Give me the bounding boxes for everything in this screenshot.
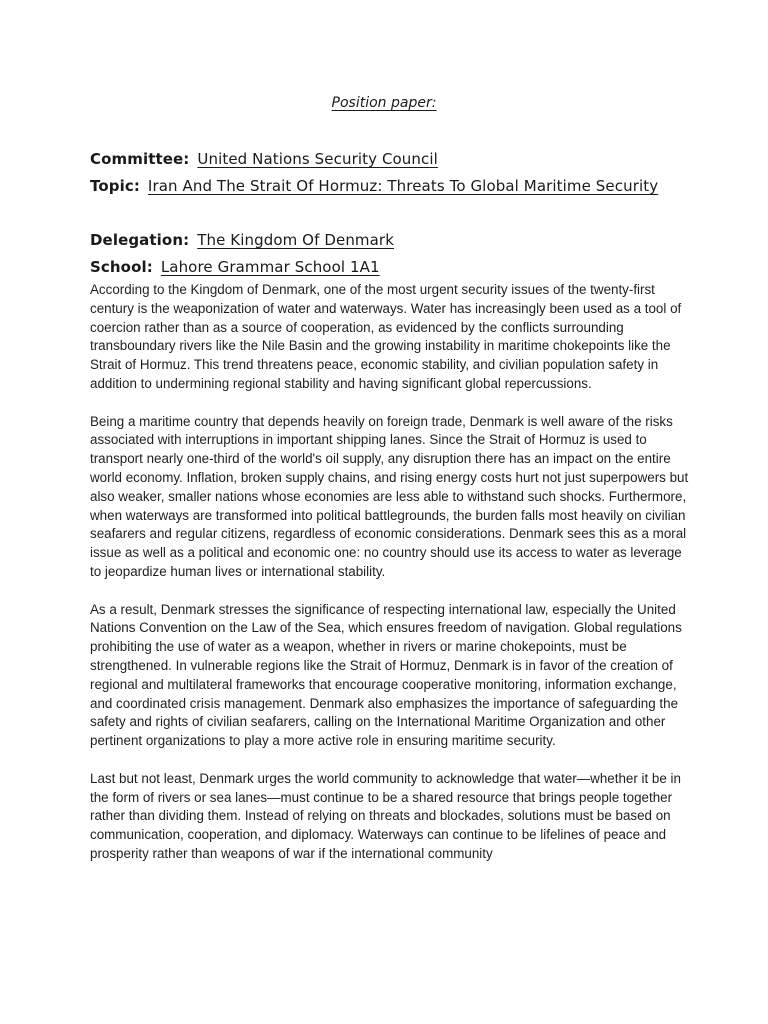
delegation-label: Delegation: [90,231,190,249]
delegation-line [90,227,690,253]
paragraph-intro: According to the Kingdom of Denmark, one of the most urgent security issues of the twenty-first century is the weaponization of water and waterways. Water has increasingly been used as a tool of coercion rather than as a source of cooperation, as evidenced by the conflicts surrounding transboundary rivers like the Nile Basin and the growing instability in maritime chokepoints like the Strait of Hormuz. This trend threatens peace, economic stability, and civilian population safety in addition to undermining regional stability and having significant global repercussions. [90,282,682,391]
topic-value: Iran And The Strait Of Hormuz: Threats To Global Maritime Security [147,177,659,195]
topic-label: Topic: [90,177,140,195]
topic-line [90,173,690,199]
body-text [90,281,690,883]
committee-label: Committee: [90,150,190,168]
committee-line [90,146,690,172]
school-value: Lahore Grammar School 1A1 [160,258,380,276]
committee-value: United Nations Security Council [197,150,438,168]
paragraph-maritime-risks: Being a maritime country that depends heavily on foreign trade, Denmark is well aware of the risks associated with interruptions in important shipping lanes. Since the Strait of Hormuz is used to transport nearly one-third of the world's oil supply, any disruption there has an impact on the entire world economy. Inflation, broken supply chains, and rising energy costs hurt not just superpowers but also weaker, smaller nations whose economies are less able to withstand such shocks. Furthermore, when waterways are transformed into political battlegrounds, the burden falls most heavily on civilian seafarers and regular citizens, regardless of economic considerations. Denmark sees this as a moral issue as well as a political and economic one: no country should use its access to water as leverage to jeopardize human lives or international stability. [90,413,689,579]
school-label: School: [90,258,153,276]
page-title: Position paper: [331,95,437,111]
paragraph-international-law: As a result, Denmark stresses the significance of respecting international law, especially the United Nations Convention on the Law of the Sea, which ensures freedom of navigation. Global regulations prohibiting the use of water as a weapon, whether in rivers or marine chokepoints, must be strengthened. In vulnerable regions like the Strait of Hormuz, Denmark is in favor of the creation of regional and multilateral frameworks that encourage cooperative monitoring, information exchange, and coordinated crisis management. Denmark also emphasizes the importance of safeguarding the safety and rights of civilian seafarers, calling on the International Maritime Organization and other pertinent organizations to play a more active role in ensuring maritime security. [90,601,682,749]
paragraph-conclusion: Last but not least, Denmark urges the world community to acknowledge that water—whether it be in the form of rivers or sea lanes—must continue to be a shared resource that brings people together rather than dividing them. Instead of relying on threats and blockades, solutions must be based on communication, cooperation, and diplomacy. Waterways can continue to be lifelines of peace and prosperity rather than weapons of war if the international community [90,770,681,861]
delegation-value: The Kingdom Of Denmark [197,231,394,249]
school-line [90,254,690,280]
